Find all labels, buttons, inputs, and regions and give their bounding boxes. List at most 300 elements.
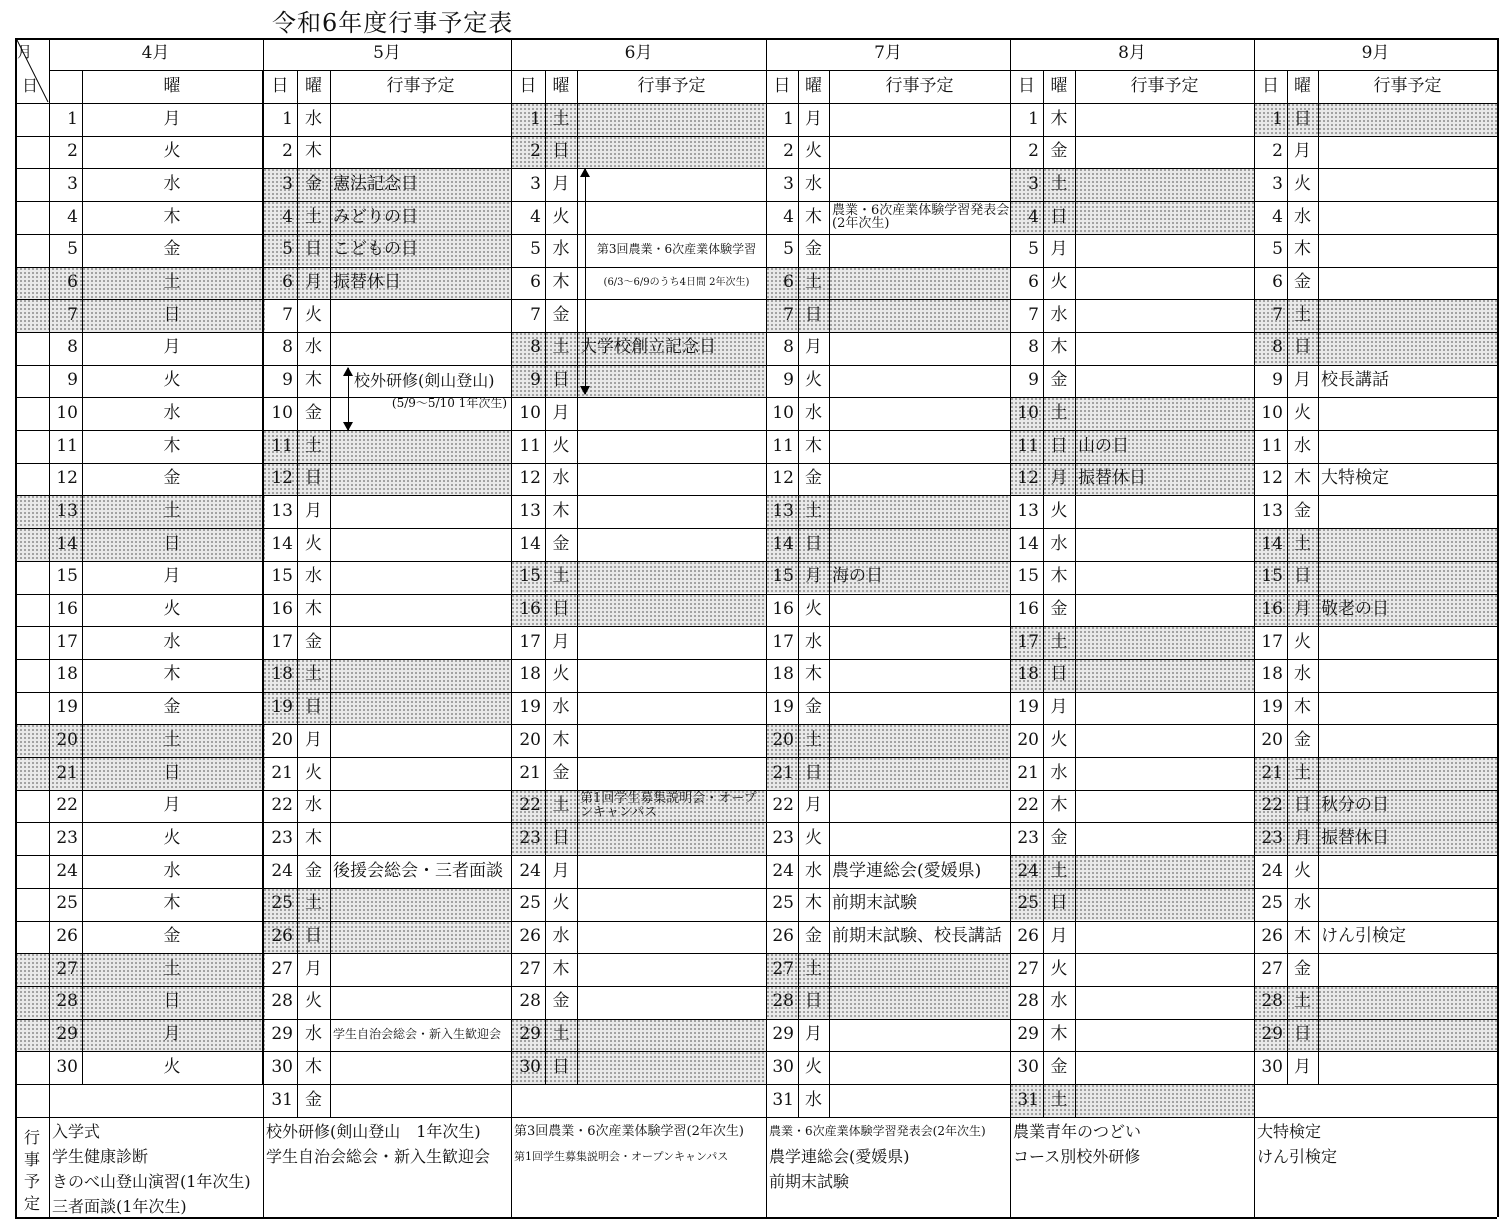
day-number: 21	[519, 762, 541, 783]
day-number: 19	[56, 697, 78, 718]
weekday-cell: 月	[297, 267, 330, 300]
event-text: 前期末試験	[832, 893, 917, 914]
event-cell	[1318, 659, 1497, 692]
weekday-cell: 金	[1050, 1056, 1068, 1077]
day-number: 18	[1010, 659, 1043, 692]
grid-line	[15, 201, 1497, 202]
weekday-cell: 木	[163, 893, 181, 914]
event-cell	[829, 168, 1010, 201]
weekday-cell: 金	[805, 468, 822, 489]
weekday-cell: 木	[305, 370, 322, 391]
day-number: 8	[1254, 332, 1287, 365]
weekday-cell: 水	[163, 860, 181, 881]
weekday-cell: 金	[1294, 729, 1311, 750]
weekday-cell: 木	[552, 958, 570, 979]
weekday-cell: 日	[1287, 790, 1318, 823]
day-number: 23	[271, 827, 293, 848]
day-number: 13	[15, 495, 82, 528]
day-number: 1	[783, 108, 794, 129]
day-number: 6	[263, 267, 297, 300]
event-cell	[577, 724, 766, 757]
weekday-cell: 日	[297, 463, 330, 496]
event-cell	[577, 986, 766, 1019]
event-cell	[577, 953, 766, 986]
weekday-column-header: 曜	[1294, 75, 1311, 96]
day-number: 12	[1261, 468, 1283, 489]
day-number: 15	[1254, 561, 1287, 594]
weekday-cell: 木	[1294, 926, 1311, 947]
weekday-cell: 木	[163, 664, 181, 685]
grid-line	[49, 38, 50, 1117]
weekday-cell: 土	[798, 267, 829, 300]
weekday-cell: 木	[805, 893, 822, 914]
event-cell	[577, 888, 766, 921]
weekday-cell: 火	[305, 533, 322, 554]
weekday-cell: 土	[82, 953, 262, 986]
day-number: 29	[1254, 1019, 1287, 1052]
day-number: 20	[1261, 729, 1283, 750]
weekday-cell: 水	[805, 173, 822, 194]
weekday-cell: 火	[552, 206, 570, 227]
event-cell	[577, 757, 766, 790]
day-number: 24	[772, 860, 794, 881]
grid-line	[82, 70, 83, 1084]
grid-line	[798, 70, 799, 1117]
month-header: 9月	[1361, 43, 1390, 64]
day-number: 22	[1017, 795, 1039, 816]
weekday-cell: 火	[805, 599, 822, 620]
grid-line	[1318, 70, 1319, 1084]
event-cell	[1075, 659, 1254, 692]
event-cell	[829, 267, 1010, 300]
weekday-cell: 日	[798, 299, 829, 332]
event-cell	[577, 397, 766, 430]
weekday-cell: 水	[305, 337, 322, 358]
day-number: 27	[766, 953, 798, 986]
weekday-cell: 火	[1050, 272, 1068, 293]
day-number: 31	[772, 1089, 794, 1110]
events-column-header: 行事予定	[885, 75, 954, 96]
event-cell	[829, 1084, 1010, 1117]
weekday-cell: 火	[163, 370, 181, 391]
day-number: 18	[519, 664, 541, 685]
weekday-cell: 日	[82, 986, 262, 1019]
event-cell	[829, 1051, 1010, 1084]
event-cell	[330, 724, 511, 757]
weekday-column-header: 曜	[552, 75, 570, 96]
summary-line: コース別校外研修	[1013, 1146, 1141, 1166]
month-header: 8月	[1118, 43, 1146, 64]
event-cell	[1075, 528, 1254, 561]
events-summary	[1010, 1117, 1254, 1217]
grid-line	[766, 38, 767, 1217]
event-cell	[1075, 168, 1254, 201]
span-arrow	[585, 169, 586, 394]
day-number: 7	[766, 299, 798, 332]
weekday-cell: 火	[805, 370, 822, 391]
event-cell	[330, 1051, 511, 1084]
weekday-cell: 月	[1294, 1056, 1311, 1077]
summary-label	[15, 1117, 49, 1217]
day-number: 2	[783, 141, 794, 162]
weekday-cell: 土	[545, 1019, 577, 1052]
events-summary	[49, 1117, 262, 1217]
event-cell	[1318, 986, 1497, 1019]
event-cell	[1318, 757, 1497, 790]
weekday-cell: 土	[798, 724, 829, 757]
weekday-cell: 水	[1294, 206, 1311, 227]
weekday-cell: 火	[1050, 729, 1068, 750]
event-cell	[829, 430, 1010, 463]
day-number: 9	[67, 370, 78, 391]
weekday-cell: 水	[305, 1024, 322, 1045]
day-number: 25	[772, 893, 794, 914]
event-cell	[577, 136, 766, 169]
weekday-cell: 日	[545, 136, 577, 169]
event-cell	[577, 659, 766, 692]
weekday-cell: 水	[1050, 304, 1068, 325]
events-column-header: 行事予定	[1130, 75, 1199, 96]
day-number: 9	[1028, 370, 1039, 391]
event-text: 校外研修(剣山登山)	[354, 370, 495, 390]
event-cell	[1318, 1051, 1497, 1084]
day-number: 15	[56, 566, 78, 587]
event-text: 第1回学生募集説明会・オープンキャンパス	[577, 790, 766, 823]
day-number: 10	[56, 402, 78, 423]
weekday-cell: 土	[1043, 1084, 1075, 1117]
day-number: 15	[511, 561, 545, 594]
day-number: 5	[1272, 239, 1283, 260]
event-cell	[577, 921, 766, 954]
day-number: 5	[67, 239, 78, 260]
day-number: 11	[56, 435, 78, 456]
day-column-header: 日	[1018, 75, 1035, 96]
day-number: 17	[772, 631, 794, 652]
event-cell	[1318, 397, 1497, 430]
grid-line	[15, 692, 1497, 693]
day-number: 25	[1010, 888, 1043, 921]
weekday-cell: 木	[1050, 795, 1068, 816]
day-number: 4	[530, 206, 541, 227]
day-number: 30	[511, 1051, 545, 1084]
event-cell	[577, 692, 766, 725]
weekday-cell: 日	[297, 692, 330, 725]
events-summary	[511, 1117, 766, 1217]
event-cell	[330, 822, 511, 855]
weekday-cell: 木	[805, 664, 822, 685]
event-cell	[330, 103, 511, 136]
weekday-cell: 木	[305, 827, 322, 848]
weekday-cell: 火	[163, 599, 181, 620]
event-cell	[829, 299, 1010, 332]
event-cell	[1075, 1084, 1254, 1117]
event-cell	[1318, 168, 1497, 201]
event-text: 校長講話	[1321, 370, 1389, 391]
day-number: 17	[1010, 626, 1043, 659]
event-text: 振替休日	[1318, 822, 1497, 855]
day-number: 8	[67, 337, 78, 358]
day-number: 22	[271, 795, 293, 816]
weekday-cell: 日	[545, 1051, 577, 1084]
summary-line: 大特検定	[1257, 1121, 1322, 1141]
weekday-cell: 日	[82, 299, 262, 332]
grid-line	[330, 70, 331, 1117]
weekday-cell: 火	[805, 141, 822, 162]
summary-line: 前期末試験	[769, 1171, 850, 1191]
day-number: 17	[56, 631, 78, 652]
weekday-cell: 日	[1287, 1019, 1318, 1052]
weekday-cell: 日	[798, 986, 829, 1019]
day-number: 18	[772, 664, 794, 685]
grid-line	[15, 822, 1497, 823]
weekday-cell: 金	[1050, 141, 1068, 162]
weekday-cell: 木	[305, 599, 322, 620]
day-number: 4	[67, 206, 78, 227]
day-number: 14	[1017, 533, 1039, 554]
day-number: 6	[530, 272, 541, 293]
event-cell	[1318, 234, 1497, 267]
event-text: こどもの日	[330, 234, 511, 267]
weekday-cell: 金	[552, 762, 570, 783]
weekday-cell: 水	[1050, 762, 1068, 783]
day-number: 13	[1017, 500, 1039, 521]
day-number: 16	[56, 599, 78, 620]
day-number: 14	[271, 533, 293, 554]
day-number: 9	[282, 370, 293, 391]
day-number: 23	[56, 827, 78, 848]
event-cell	[577, 201, 766, 234]
weekday-cell: 金	[805, 697, 822, 718]
weekday-cell: 月	[805, 337, 822, 358]
day-number: 27	[15, 953, 82, 986]
weekday-cell: 月	[305, 500, 322, 521]
event-cell	[577, 822, 766, 855]
weekday-cell: 水	[552, 239, 570, 260]
weekday-cell: 土	[297, 659, 330, 692]
day-number: 6	[1272, 272, 1283, 293]
event-cell	[829, 757, 1010, 790]
day-number: 27	[271, 958, 293, 979]
weekday-cell: 日	[1287, 561, 1318, 594]
weekday-cell: 日	[297, 234, 330, 267]
day-number: 19	[519, 697, 541, 718]
event-text: 振替休日	[330, 267, 511, 300]
day-number: 29	[15, 1019, 82, 1052]
day-number: 13	[1261, 500, 1283, 521]
weekday-cell: 水	[1294, 435, 1311, 456]
events-column-header: 行事予定	[1373, 75, 1442, 96]
day-number: 7	[1028, 304, 1039, 325]
day-number: 4	[783, 206, 794, 227]
weekday-cell: 水	[552, 697, 570, 718]
day-number: 22	[772, 795, 794, 816]
day-number: 23	[511, 822, 545, 855]
event-text: 農業・6次産業体験学習発表会(2年次生)	[832, 202, 1010, 232]
day-number: 26	[519, 926, 541, 947]
day-number: 21	[766, 757, 798, 790]
day-number: 24	[56, 860, 78, 881]
month-header: 5月	[373, 43, 401, 64]
weekday-cell: 土	[1043, 855, 1075, 888]
summary-label-char: 行	[23, 1127, 40, 1147]
event-cell	[1075, 201, 1254, 234]
weekday-cell: 土	[1287, 757, 1318, 790]
day-number: 10	[772, 402, 794, 423]
day-number: 4	[263, 201, 297, 234]
day-number: 10	[1010, 397, 1043, 430]
weekday-cell: 火	[163, 827, 181, 848]
weekday-cell: 土	[798, 953, 829, 986]
day-number: 8	[1028, 337, 1039, 358]
event-cell	[330, 332, 511, 365]
day-number: 3	[783, 173, 794, 194]
summary-line: 第3回農業・6次産業体験学習(2年次生)	[514, 1123, 744, 1139]
day-number: 5	[1028, 239, 1039, 260]
event-cell	[1318, 430, 1497, 463]
day-number: 9	[783, 370, 794, 391]
event-cell	[1318, 855, 1497, 888]
summary-line: 学生健康診断	[52, 1146, 149, 1166]
weekday-cell: 金	[805, 239, 822, 260]
grid-line	[15, 1019, 1497, 1020]
day-number: 20	[766, 724, 798, 757]
summary-line: 第1回学生募集説明会・オープンキャンパス	[514, 1149, 729, 1163]
day-number: 31	[1010, 1084, 1043, 1117]
grid-line	[15, 724, 1497, 725]
day-number: 27	[1261, 958, 1283, 979]
event-cell	[829, 332, 1010, 365]
weekday-cell: 金	[1050, 599, 1068, 620]
day-number: 27	[1017, 958, 1039, 979]
weekday-cell: 火	[1294, 173, 1311, 194]
event-cell	[1318, 103, 1497, 136]
day-number: 20	[1017, 729, 1039, 750]
day-number: 5	[263, 234, 297, 267]
event-text: 振替休日	[1075, 463, 1254, 496]
event-cell	[1075, 299, 1254, 332]
weekday-cell: 月	[163, 566, 181, 587]
event-text: みどりの日	[330, 201, 511, 234]
weekday-cell: 木	[552, 272, 570, 293]
event-cell	[330, 495, 511, 528]
day-number: 31	[271, 1089, 293, 1110]
day-number: 25	[56, 893, 78, 914]
event-cell	[1075, 790, 1254, 823]
weekday-cell: 金	[163, 697, 181, 718]
weekday-column-header: 曜	[163, 75, 181, 96]
event-cell	[1075, 594, 1254, 627]
day-number: 28	[271, 991, 293, 1012]
weekday-cell: 水	[552, 926, 570, 947]
event-cell	[829, 692, 1010, 725]
grid-line	[15, 790, 1497, 791]
weekday-cell: 月	[552, 860, 570, 881]
weekday-cell: 木	[805, 206, 822, 227]
summary-label-char: 事	[23, 1149, 40, 1169]
event-cell	[1075, 822, 1254, 855]
day-number: 3	[530, 173, 541, 194]
day-number: 4	[1272, 206, 1283, 227]
event-text: 憲法記念日	[330, 168, 511, 201]
day-number: 1	[67, 108, 78, 129]
span-arrow	[348, 368, 349, 430]
event-cell	[330, 528, 511, 561]
weekday-cell: 水	[1294, 893, 1311, 914]
weekday-cell: 金	[297, 168, 330, 201]
event-cell	[330, 790, 511, 823]
day-number: 10	[519, 402, 541, 423]
event-cell	[829, 528, 1010, 561]
day-number: 2	[282, 141, 293, 162]
event-cell	[1075, 888, 1254, 921]
day-number: 24	[1261, 860, 1283, 881]
event-text: 前期末試験、校長講話	[832, 926, 1002, 947]
weekday-cell: 月	[1050, 926, 1068, 947]
day-number: 6	[1028, 272, 1039, 293]
day-number: 2	[1272, 141, 1283, 162]
weekday-cell: 金	[305, 860, 322, 881]
day-number: 26	[263, 921, 297, 954]
day-column-header: 日	[773, 75, 791, 96]
event-cell	[1075, 103, 1254, 136]
weekday-cell: 土	[1043, 626, 1075, 659]
weekday-cell: 月	[305, 729, 322, 750]
event-cell	[829, 234, 1010, 267]
event-cell	[829, 365, 1010, 398]
weekday-cell: 金	[552, 533, 570, 554]
weekday-cell: 水	[305, 566, 322, 587]
event-cell	[1318, 724, 1497, 757]
event-cell	[330, 757, 511, 790]
weekday-cell: 土	[545, 790, 577, 823]
day-number: 29	[1017, 1024, 1039, 1045]
grid-line	[1075, 70, 1076, 1117]
day-number: 26	[1017, 926, 1039, 947]
weekday-cell: 月	[552, 402, 570, 423]
grid-line	[15, 168, 1497, 169]
event-cell	[1318, 1019, 1497, 1052]
weekday-cell: 木	[1294, 697, 1311, 718]
grid-line	[15, 594, 1497, 595]
day-number: 16	[511, 594, 545, 627]
day-number: 25	[1261, 893, 1283, 914]
weekday-cell: 土	[798, 495, 829, 528]
day-number: 24	[1010, 855, 1043, 888]
event-cell	[829, 594, 1010, 627]
day-number: 1	[511, 103, 545, 136]
event-cell	[829, 495, 1010, 528]
weekday-cell: 水	[1294, 664, 1311, 685]
day-number: 1	[1028, 108, 1039, 129]
events-summary	[263, 1117, 511, 1217]
weekday-cell: 水	[305, 108, 322, 129]
grid-line	[15, 136, 1497, 137]
corner-month-label: 月	[17, 43, 33, 62]
weekday-cell: 水	[305, 795, 322, 816]
summary-label-char: 定	[23, 1193, 40, 1213]
weekday-cell: 火	[805, 1056, 822, 1077]
day-number: 12	[772, 468, 794, 489]
event-cell	[1318, 332, 1497, 365]
day-number: 30	[1017, 1056, 1039, 1077]
grid-line	[49, 70, 1497, 71]
grid-line	[1287, 70, 1288, 1084]
event-cell	[1075, 365, 1254, 398]
event-cell	[1318, 299, 1497, 332]
weekday-cell: 火	[1050, 958, 1068, 979]
weekday-cell: 木	[1294, 468, 1311, 489]
day-number: 3	[67, 173, 78, 194]
